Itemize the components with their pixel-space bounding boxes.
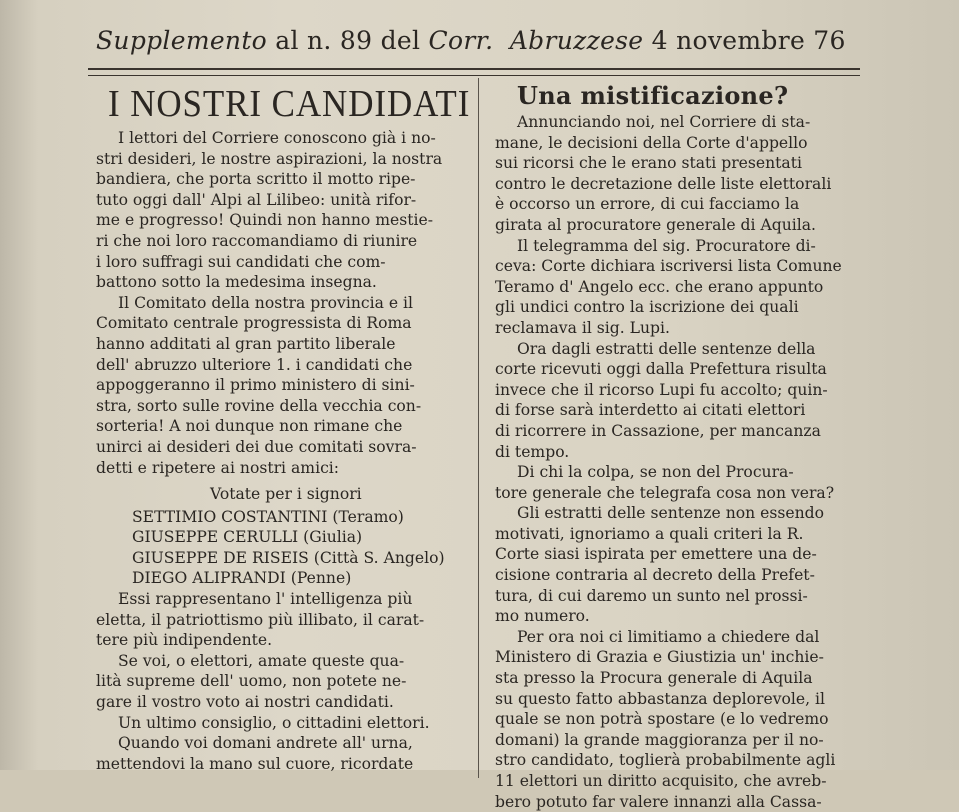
candidate-list xyxy=(96,507,466,589)
masthead-supplement: Supplemento xyxy=(96,26,268,55)
text-line: invece che il ricorso Lupi fu accolto; quin- xyxy=(495,380,828,399)
text-line: quale se non potrà spostare (e lo vedremo xyxy=(495,710,829,729)
masthead-abruzzese: Abruzzese xyxy=(509,26,644,55)
text-line: eletta, il patriottismo più illibato, il carat- xyxy=(96,610,425,629)
text-line: cisione contraria al decreto della Prefet- xyxy=(495,566,815,585)
text-line: Per ora noi ci limitiamo a chiedere dal xyxy=(517,627,820,646)
left-paragraph-4 xyxy=(96,651,466,713)
text-line: Il telegramma del sig. Procuratore di- xyxy=(517,236,816,255)
text-line: ceva: Corte dichiara iscriversi lista Comune xyxy=(495,257,842,276)
text-line: mane, le decisioni della Corte d'appello xyxy=(495,133,808,152)
text-line: Comitato centrale progressista di Roma xyxy=(96,314,412,333)
text-line: detti e ripetere ai nostri amici: xyxy=(96,458,340,477)
vote-heading: Votate per i signori xyxy=(210,485,362,504)
text-line: dell' abruzzo ulteriore 1. i candidati che xyxy=(96,355,413,374)
text-line: Un ultimo consiglio, o cittadini elettori. xyxy=(118,713,430,732)
text-line: lità supreme dell' uomo, non potete ne- xyxy=(96,672,407,691)
left-paragraph-6 xyxy=(96,733,466,774)
text-line: Corte siasi ispirata per emettere una de- xyxy=(495,545,817,564)
text-line: Gli estratti delle sentenze non essendo xyxy=(517,504,825,523)
text-line: ri che noi loro raccomandiamo di riunire xyxy=(96,231,418,250)
text-line: Il Comitato della nostra provincia e il xyxy=(118,293,414,312)
masthead-date: 4 novembre 76 xyxy=(651,26,846,55)
text-line: mo numero. xyxy=(495,607,590,626)
masthead-corr: Corr. xyxy=(428,26,494,55)
candidate-entry: DIEGO ALIPRANDI (Penne) xyxy=(132,569,352,588)
text-line: me e progresso! Quindi non hanno mestie- xyxy=(96,211,434,230)
text-line: su questo fatto abbastanza deplorevole, il xyxy=(495,689,826,708)
text-line: stro candidato, toglierà probabilmente agli xyxy=(495,751,836,770)
text-line: tuto oggi dall' Alpi al Lilibeo: unità rifor- xyxy=(96,190,417,209)
text-line: I lettori del Corriere conoscono già i no- xyxy=(118,129,436,147)
text-line: è occorso un errore, di cui facciamo la xyxy=(495,195,800,214)
text-line: di ricorrere in Cassazione, per mancanza xyxy=(495,421,821,440)
text-line: bandiera, che porta scritto il motto ripe- xyxy=(96,170,416,189)
text-line: Ministero di Grazia e Giustizia un' inchie- xyxy=(495,648,824,667)
masthead-issue-number: al n. 89 xyxy=(275,26,373,55)
text-line: contro le decretazione delle liste elettorali xyxy=(495,174,832,193)
text-line: bero potuto far valere innanzi alla Cassa- xyxy=(495,792,822,811)
left-paragraph-5 xyxy=(96,713,466,734)
text-line: battono sotto la medesima insegna. xyxy=(96,273,377,292)
right-paragraph-2 xyxy=(495,236,863,339)
right-column xyxy=(495,82,863,812)
text-line: 11 elettori un diritto acquisito, che avreb- xyxy=(495,772,827,790)
right-paragraph-5 xyxy=(495,503,863,627)
text-line: mettendovi la mano sul cuore, ricordate xyxy=(96,754,414,773)
text-line: Essi rappresentano l' intelligenza più xyxy=(118,590,413,609)
text-line: Ora dagli estratti delle sentenze della xyxy=(517,339,816,358)
text-line: domani) la grande maggioranza per il no- xyxy=(495,730,824,749)
text-line: di tempo. xyxy=(495,442,570,461)
text-line: tura, di cui daremo un sunto nel prossi- xyxy=(495,586,808,605)
right-paragraph-6 xyxy=(495,627,863,812)
right-paragraph-4 xyxy=(495,462,863,503)
text-line: Se voi, o elettori, amate queste qua- xyxy=(118,651,405,670)
masthead-del: del xyxy=(380,26,421,55)
text-line: gare il vostro voto ai nostri candidati. xyxy=(96,693,394,712)
text-line: stra, sorto sulle rovine della vecchia con- xyxy=(96,396,422,415)
left-headline: I NOSTRI CANDIDATI xyxy=(108,83,471,125)
text-line: sui ricorsi che le erano stati presentati xyxy=(495,154,802,173)
left-column xyxy=(96,82,471,774)
candidate-entry: GIUSEPPE DE RISEIS (Città S. Angelo) xyxy=(132,548,445,567)
left-paragraph-2 xyxy=(96,293,466,478)
text-line: girata al procuratore generale di Aquila. xyxy=(495,215,816,234)
right-paragraph-3 xyxy=(495,339,863,463)
text-line: hanno additati al gran partito liberale xyxy=(96,334,396,353)
text-line: sta presso la Procura generale di Aquila xyxy=(495,669,813,688)
right-headline: Una mistificazione? xyxy=(517,81,789,110)
text-line: tere più indipendente. xyxy=(96,631,273,650)
right-paragraph-1 xyxy=(495,112,863,236)
text-line: Teramo d' Angelo ecc. che erano appunto xyxy=(495,277,824,296)
text-line: di forse sarà interdetto ai citati elettori xyxy=(495,401,806,420)
candidate-entry: SETTIMIO COSTANTINI (Teramo) xyxy=(132,507,404,526)
masthead xyxy=(96,26,856,66)
left-paragraph-1 xyxy=(96,128,466,293)
masthead-rule xyxy=(88,68,860,76)
text-line: sorteria! A noi dunque non rimane che xyxy=(96,417,403,436)
text-line: motivati, ignoriamo a quali criteri la R. xyxy=(495,524,804,543)
text-line: Annunciando noi, nel Corriere di sta- xyxy=(517,113,811,131)
text-line: stri desideri, le nostre aspirazioni, la nostra xyxy=(96,149,443,168)
text-line: Quando voi domani andrete all' urna, xyxy=(118,734,413,753)
candidate-entry: GIUSEPPE CERULLI (Giulia) xyxy=(132,528,363,547)
text-line: tore generale che telegrafa cosa non vera? xyxy=(495,483,835,502)
text-line: appoggeranno il primo ministero di sini- xyxy=(96,376,415,395)
left-paragraph-3 xyxy=(96,589,466,651)
column-divider xyxy=(478,78,479,778)
text-line: Di chi la colpa, se non del Procura- xyxy=(517,463,794,482)
text-line: unirci ai desideri dei due comitati sovra- xyxy=(96,437,417,456)
text-line: corte ricevuti oggi dalla Prefettura risulta xyxy=(495,360,827,379)
text-line: i loro suffragi sui candidati che com- xyxy=(96,252,386,271)
text-line: gli undici contro la iscrizione dei quali xyxy=(495,298,799,317)
text-line: reclamava il sig. Lupi. xyxy=(495,318,670,337)
